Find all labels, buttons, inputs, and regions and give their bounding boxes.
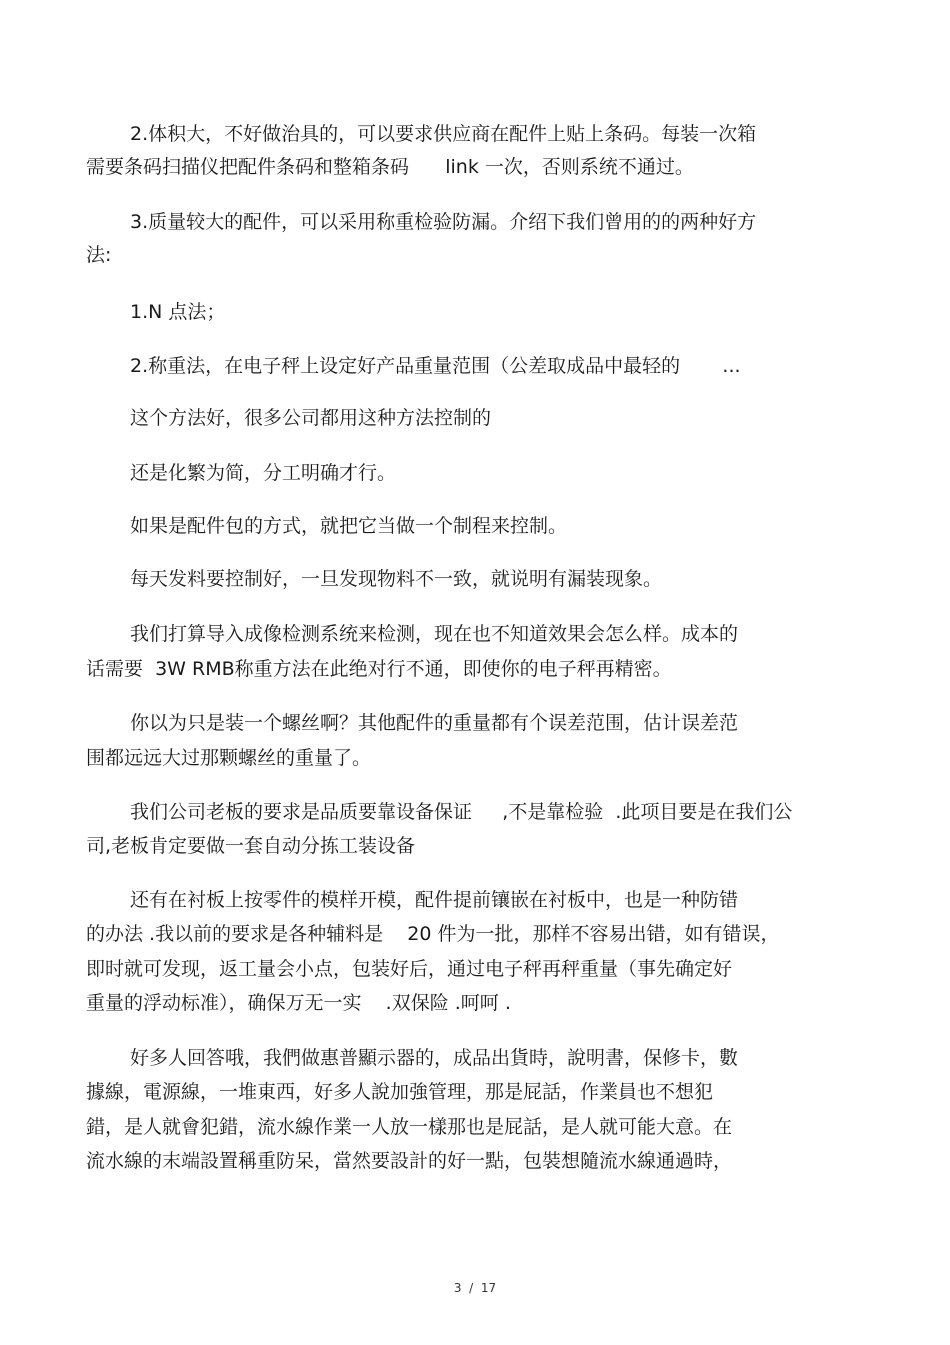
paragraph-line: 还是化繁为简，分工明确才行。	[130, 462, 397, 484]
paragraph-line: 司,老板肯定要做一套自动分拣工装设备	[86, 835, 416, 857]
paragraph-line: 围都远远大过那颗螺丝的重量了。	[86, 747, 372, 769]
paragraph-line: 如果是配件包的方式，就把它当做一个制程来控制。	[130, 515, 568, 537]
paragraph-line: 还有在衬板上按零件的模样开模，配件提前镶嵌在衬板中，也是一种防错	[130, 889, 739, 911]
paragraph-line: 即时就可发现，返工量会小点，包装好后，通过电子秤再秤重量（事先确定好	[86, 958, 733, 980]
paragraph-line: 每天发料要控制好，一旦发现物料不一致，就说明有漏装现象。	[130, 568, 663, 590]
paragraph-line: 1.N 点法；	[130, 301, 226, 323]
paragraph-line: 法:	[86, 244, 112, 266]
paragraph-line: 2.体积大，不好做治具的，可以要求供应商在配件上贴上条码。每装一次箱	[130, 123, 757, 145]
paragraph-line: 这个方法好，很多公司都用这种方法控制的	[130, 407, 492, 429]
paragraph-line: 我们公司老板的要求是品质要靠设备保证 ,不是靠检验 .此项目要是在我们公	[130, 801, 793, 823]
paragraph-line: 3.质量较大的配件，可以采用称重检验防漏。介绍下我们曾用的的两种好方	[130, 211, 757, 233]
paragraph-line: 據線，電源線，一堆東西，好多人說加強管理，那是屁話，作業員也不想犯	[86, 1081, 714, 1103]
paragraph-line: 重量的浮动标准），确保万无一实 .双保险 .呵呵 .	[86, 992, 511, 1014]
paragraph-line: 你以为只是装一个螺丝啊？其他配件的重量都有个误差范围，估计误差范	[130, 712, 739, 734]
paragraph-line: 话需要 3W RMB称重方法在此绝对行不通，即使你的电子秤再精密。	[86, 658, 672, 680]
paragraph-line: 2.称重法，在电子秤上设定好产品重量范围（公差取成品中最轻的 ...	[130, 355, 741, 377]
paragraph-line: 流水線的末端設置稱重防呆，當然要設計的好一點，包裝想隨流水線通過時，	[86, 1150, 733, 1172]
page-number: 3 / 17	[453, 1281, 497, 1295]
paragraph-line: 錯，是人就會犯錯，流水線作業一人放一樣那也是屁話，是人就可能大意。在	[86, 1116, 733, 1138]
paragraph-line: 需要条码扫描仪把配件条码和整箱条码 link 一次，否则系统不通过。	[86, 156, 694, 178]
paragraph-line: 的办法 .我以前的要求是各种辅料是 20 件为一批，那样不容易出错，如有错误，	[86, 923, 780, 945]
paragraph-line: 好多人回答哦，我們做惠普顯示器的，成品出貨時，說明書，保修卡，數	[130, 1047, 739, 1069]
paragraph-line: 我们打算导入成像检测系统来检测，现在也不知道效果会怎么样。成本的	[130, 623, 739, 645]
